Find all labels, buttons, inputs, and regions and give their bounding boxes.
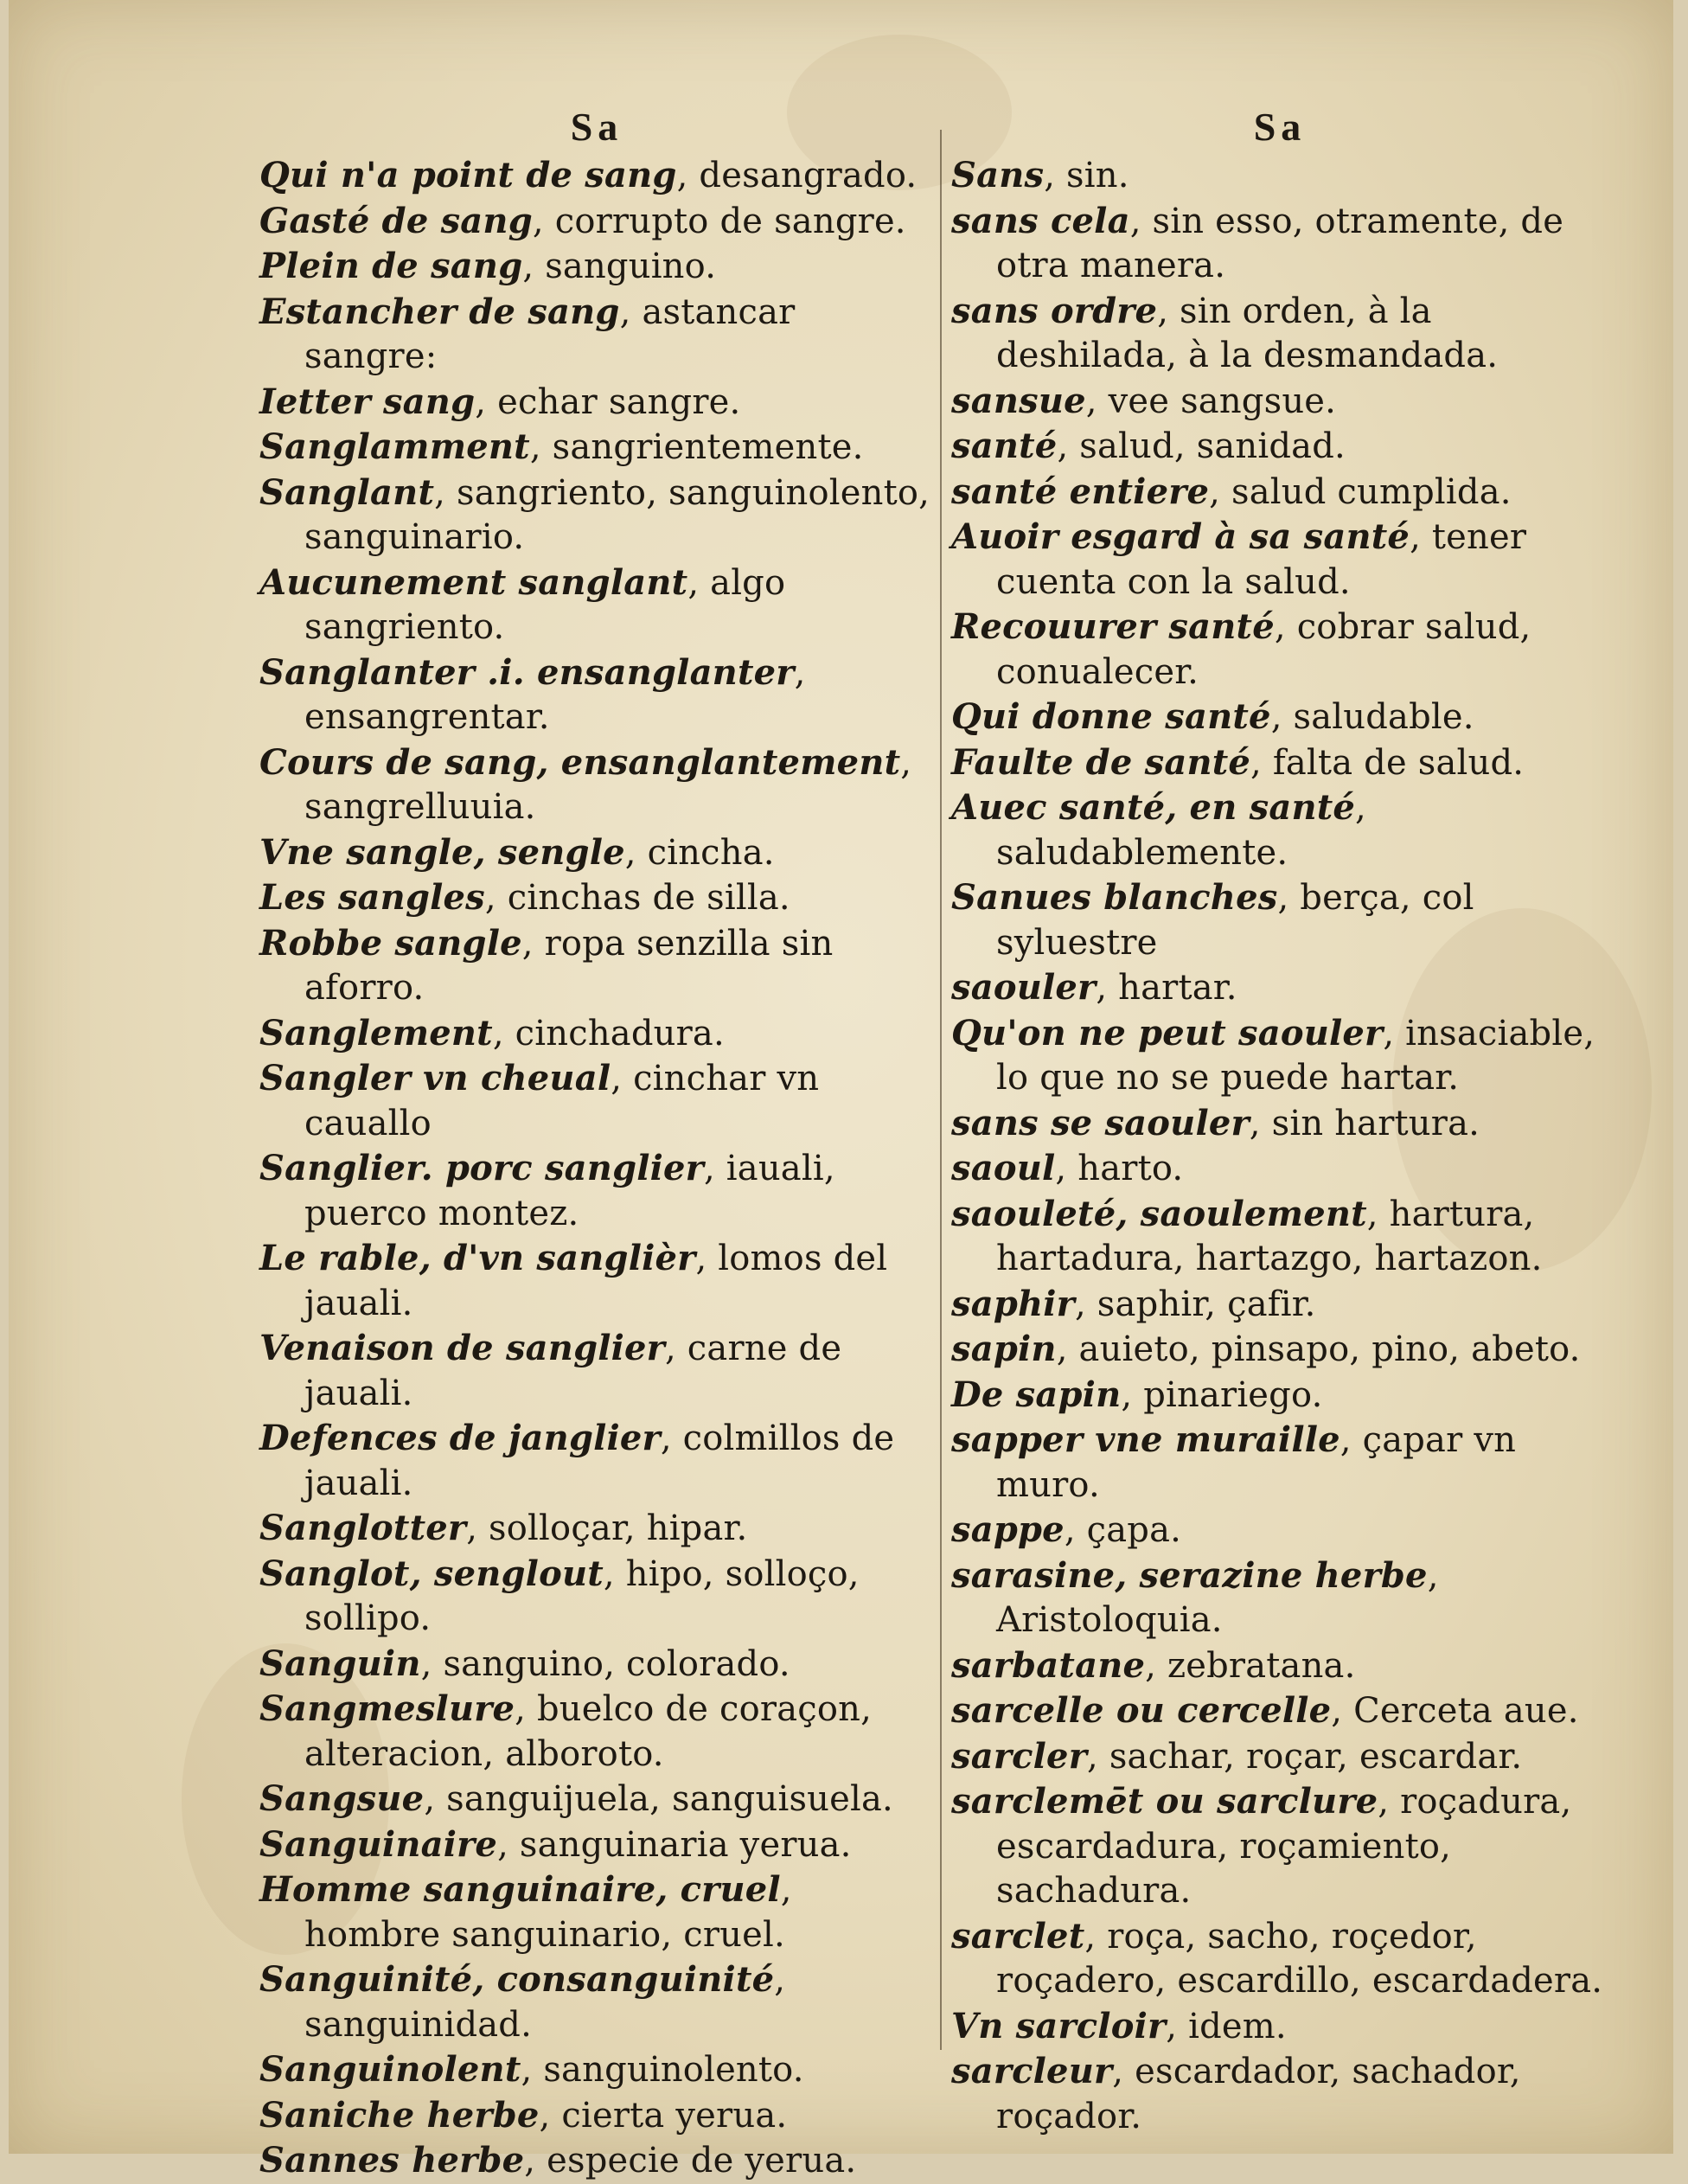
entry-definition: , sangrientemente.	[529, 427, 864, 467]
entry-headword: De sapin	[951, 1374, 1122, 1415]
dictionary-entry	[259, 1552, 934, 1642]
entry-headword: Estancher de sang	[259, 291, 620, 332]
entry-headword: Sanglier. porc sanglier	[259, 1148, 704, 1188]
dictionary-entry	[259, 1777, 934, 1822]
entry-headword: Plein de sang	[259, 246, 523, 286]
entry-definition: , çapar vn muro.	[996, 1420, 1517, 1505]
entry-headword: Sanguinaire	[259, 1823, 498, 1865]
entry-headword: Robbe sangle	[259, 922, 522, 964]
dictionary-entry	[259, 740, 934, 830]
dictionary-entry	[259, 425, 934, 471]
entry-headword: Vn sarcloir	[951, 2005, 1167, 2046]
dictionary-entry	[951, 515, 1608, 605]
entry-definition: , sanguinaria yerua.	[497, 1824, 852, 1865]
entry-headword: Gasté de sang	[259, 200, 533, 241]
dictionary-entry	[951, 1553, 1608, 1643]
entry-headword: Sanglement	[259, 1012, 493, 1054]
dictionary-entry	[951, 1914, 1608, 2004]
dictionary-entry	[951, 1146, 1608, 1192]
right-running-header: Sa	[1253, 105, 1307, 149]
dictionary-entry	[951, 2049, 1608, 2139]
entry-definition: , echar sangre.	[475, 381, 741, 422]
entry-definition: , salud cumplida.	[1209, 471, 1512, 512]
entry-definition: , salud, sanidad.	[1057, 426, 1346, 466]
entry-headword: sapin	[951, 1329, 1057, 1369]
entry-definition: , hombre sanguinario, cruel.	[304, 1870, 792, 1955]
entry-definition: , tener cuenta con la salud.	[996, 517, 1527, 602]
entry-definition: , desangrado.	[676, 156, 918, 195]
dictionary-entry	[259, 1822, 934, 1868]
entry-definition: , berça, col syluestre	[996, 878, 1474, 963]
dictionary-entry	[259, 1957, 934, 2047]
entry-headword: Defences de janglier	[259, 1418, 661, 1458]
entry-definition: , zebratana.	[1145, 1645, 1356, 1686]
entry-definition: , hartura, hartadura, hartazgo, hartazon.	[996, 1194, 1543, 1278]
entry-definition: , solloçar, hipar.	[466, 1508, 748, 1548]
entry-definition: , corrupto de sangre.	[532, 201, 906, 241]
entry-definition: , cinchas de silla.	[484, 878, 790, 918]
dictionary-entry	[951, 965, 1608, 1011]
entry-definition: , iauali, puerco montez.	[304, 1149, 835, 1233]
entry-headword: sansue	[951, 380, 1086, 421]
dictionary-entry	[951, 2004, 1608, 2050]
dictionary-entry	[259, 1416, 934, 1506]
entry-definition: , sin.	[1044, 156, 1129, 195]
entry-headword: Sanues blanches	[951, 877, 1278, 918]
dictionary-entry	[951, 1192, 1608, 1282]
entry-headword: sans se saouler	[951, 1102, 1250, 1143]
dictionary-entry	[951, 424, 1608, 470]
entry-headword: sarcler	[951, 1735, 1087, 1777]
left-column	[259, 104, 934, 2184]
entry-headword: santé	[951, 426, 1058, 466]
entry-headword: Cours de sang, ensanglantement	[259, 741, 901, 783]
entry-headword: Venaison de sanglier	[259, 1328, 665, 1368]
dictionary-entry	[951, 289, 1608, 379]
entry-definition: , idem.	[1166, 2006, 1287, 2046]
entry-definition: , roça, sacho, roçedor, roçadero, escardillo, escardadera.	[996, 1916, 1603, 2001]
dictionary-entry	[259, 1867, 934, 1957]
dictionary-entry	[259, 1236, 934, 1326]
dictionary-entry	[951, 740, 1608, 786]
entry-definition: , sachar, roçar, escardar.	[1087, 1736, 1523, 1777]
entry-headword: sappe	[951, 1509, 1065, 1550]
dictionary-entry	[951, 153, 1608, 199]
entry-definition: , harto.	[1055, 1149, 1184, 1188]
dictionary-entry	[259, 650, 934, 740]
entry-definition: , cinchadura.	[492, 1013, 725, 1054]
entry-definition: , sanguinidad.	[304, 1960, 786, 2045]
entry-headword: Saniche herbe	[259, 2094, 540, 2136]
dictionary-entry	[259, 2138, 934, 2184]
dictionary-entry	[259, 1642, 934, 1688]
dictionary-entry	[259, 560, 934, 650]
entry-definition: , astancar sangre:	[304, 291, 796, 376]
entry-headword: Sanguinolent	[259, 2049, 521, 2090]
entry-headword: Faulte de santé	[951, 741, 1251, 783]
book-page	[9, 0, 1673, 2181]
dictionary-entry	[259, 244, 934, 290]
entry-headword: sarasine, serazine herbe	[951, 1554, 1428, 1596]
right-entry-list	[951, 153, 1608, 2139]
dictionary-entry	[259, 290, 934, 380]
entry-headword: sans ordre	[951, 290, 1158, 331]
dictionary-entry	[951, 1373, 1608, 1419]
left-running-header: Sa	[570, 105, 623, 149]
left-entry-list	[259, 153, 934, 2184]
entry-headword: saouleté, saoulement	[951, 1193, 1367, 1234]
entry-definition: , hipo, solloço, sollipo.	[304, 1553, 860, 1638]
dictionary-entry	[951, 695, 1608, 740]
entry-headword: santé entiere	[951, 471, 1210, 512]
entry-headword: Sangmeslure	[259, 1688, 515, 1729]
entry-headword: Sannes herbe	[259, 2140, 525, 2181]
entry-definition: , hartar.	[1096, 968, 1237, 1008]
dictionary-entry	[259, 380, 934, 426]
dictionary-entry	[259, 875, 934, 921]
dictionary-entry	[951, 1327, 1608, 1373]
entry-headword: Recouurer santé	[951, 606, 1275, 647]
dictionary-entry	[259, 1326, 934, 1416]
entry-definition: , pinariego.	[1121, 1374, 1323, 1415]
entry-definition: , carne de jauali.	[304, 1329, 842, 1413]
entry-definition: , sanguijuela, sanguisuela.	[424, 1779, 893, 1819]
entry-headword: Sanglamment	[259, 426, 530, 467]
entry-definition: , sanguinolento.	[521, 2050, 804, 2090]
entry-headword: saouler	[951, 967, 1097, 1008]
entry-headword: Sanglant	[259, 471, 435, 513]
entry-headword: saphir	[951, 1283, 1075, 1324]
entry-headword: Qui n'a point de sang	[259, 155, 677, 195]
entry-definition: , Aristoloquia.	[996, 1555, 1439, 1640]
dictionary-entry	[259, 921, 934, 1011]
entry-definition: , Cerceta aue.	[1331, 1691, 1579, 1731]
entry-definition: , çapa.	[1064, 1510, 1182, 1550]
dictionary-entry	[951, 785, 1608, 875]
entry-definition: , falta de salud.	[1250, 742, 1525, 783]
dictionary-entry	[259, 830, 934, 876]
entry-definition: , buelco de coraçon, alteracion, alboroto.	[304, 1689, 873, 1774]
entry-definition: , ropa senzilla sin aforro.	[304, 923, 834, 1008]
dictionary-entry	[259, 1146, 934, 1236]
dictionary-entry	[951, 1011, 1608, 1101]
entry-headword: Sangsue	[259, 1778, 425, 1819]
entry-definition: , sin esso, otramente, de otra manera.	[996, 201, 1564, 285]
entry-definition: , sin hartura.	[1249, 1103, 1480, 1143]
entry-definition: , auieto, pinsapo, pino, abeto.	[1056, 1329, 1581, 1369]
entry-headword: Aucunement sanglant	[259, 561, 688, 603]
entry-definition: , saphir, çafir.	[1074, 1284, 1316, 1324]
entry-headword: Les sangles	[259, 877, 485, 918]
entry-definition: , colmillos de jauali.	[304, 1419, 895, 1503]
dictionary-entry	[259, 2047, 934, 2093]
entry-definition: , lomos del jauali.	[304, 1239, 888, 1323]
entry-headword: Sans	[951, 155, 1045, 195]
column-divider	[940, 130, 942, 2050]
entry-headword: Sanglot, senglout	[259, 1553, 604, 1594]
entry-definition: , cierta yerua.	[539, 2095, 788, 2136]
entry-headword: sarclemēt ou sarclure	[951, 1781, 1378, 1822]
entry-definition: , saludablemente.	[996, 788, 1366, 873]
entry-headword: Homme sanguinaire, cruel	[259, 1869, 781, 1910]
entry-headword: Qu'on ne peut saouler	[951, 1012, 1384, 1054]
entry-headword: saoul	[951, 1148, 1056, 1188]
entry-definition: , cobrar salud, conualecer.	[996, 607, 1531, 692]
dictionary-entry	[259, 2093, 934, 2139]
dictionary-entry	[951, 875, 1608, 965]
dictionary-entry	[951, 1688, 1608, 1734]
dictionary-entry	[951, 470, 1608, 516]
dictionary-entry	[259, 1506, 934, 1552]
entry-headword: Sangler vn cheual	[259, 1058, 611, 1098]
dictionary-entry	[951, 379, 1608, 425]
entry-definition: , roçadura, escardadura, roçamiento, sachadura.	[996, 1782, 1572, 1911]
entry-headword: sarclet	[951, 1915, 1085, 1957]
dictionary-entry	[951, 605, 1608, 695]
entry-definition: , cincha.	[624, 832, 775, 873]
entry-headword: sapper vne muraille	[951, 1419, 1340, 1460]
entry-definition: , sanguino.	[522, 247, 717, 286]
dictionary-entry	[259, 1056, 934, 1146]
entry-definition: , ensangrentar.	[304, 652, 806, 737]
entry-headword: Sanglotter	[259, 1508, 467, 1548]
dictionary-entry	[951, 1282, 1608, 1328]
entry-definition: , sin orden, à la deshilada, à la desmandada.	[996, 291, 1499, 375]
entry-definition: , escardador, sachador, roçador.	[996, 2052, 1521, 2136]
dictionary-entry	[259, 471, 934, 560]
entry-headword: Sanguin	[259, 1643, 421, 1684]
right-column	[951, 104, 1608, 2139]
dictionary-entry	[951, 1734, 1608, 1780]
entry-definition: , especie de yerua.	[524, 2141, 857, 2181]
entry-definition: , cinchar vn cauallo	[304, 1059, 820, 1143]
entry-definition: , sanguino, colorado.	[420, 1643, 790, 1684]
dictionary-entry	[259, 1011, 934, 1057]
dictionary-entry	[259, 1687, 934, 1777]
entry-definition: , saludable.	[1270, 697, 1474, 737]
entry-headword: Ietter sang	[259, 381, 476, 422]
entry-definition: , sangrelluuia.	[304, 742, 912, 827]
entry-headword: Le rable, d'vn sanglièr	[259, 1238, 696, 1278]
entry-headword: Auec santé, en santé	[951, 787, 1356, 828]
dictionary-entry	[951, 199, 1608, 289]
entry-headword: sarcelle ou cercelle	[951, 1690, 1332, 1731]
dictionary-entry	[259, 199, 934, 245]
entry-definition: , sangriento, sanguinolento, sanguinario.	[304, 472, 930, 557]
entry-definition: , vee sangsue.	[1085, 381, 1337, 421]
entry-headword: sans cela	[951, 200, 1130, 241]
entry-headword: Auoir esgard à sa santé	[951, 516, 1410, 557]
entry-headword: Sanguinité, consanguinité	[259, 1959, 775, 2000]
entry-headword: Qui donne santé	[951, 696, 1271, 737]
dictionary-entry	[951, 1643, 1608, 1689]
entry-definition: , insaciable, lo que no se puede hartar.	[996, 1013, 1595, 1098]
dictionary-entry	[951, 1101, 1608, 1147]
dictionary-entry	[951, 1508, 1608, 1553]
dictionary-entry	[259, 153, 934, 199]
dictionary-entry	[951, 1418, 1608, 1508]
entry-headword: Sanglanter .i. ensanglanter	[259, 651, 795, 693]
entry-headword: sarcleur	[951, 2051, 1113, 2091]
dictionary-entry	[951, 1779, 1608, 1914]
entry-headword: Vne sangle, sengle	[259, 831, 625, 873]
entry-definition: , algo sangriento.	[304, 562, 786, 647]
entry-headword: sarbatane	[951, 1644, 1146, 1686]
